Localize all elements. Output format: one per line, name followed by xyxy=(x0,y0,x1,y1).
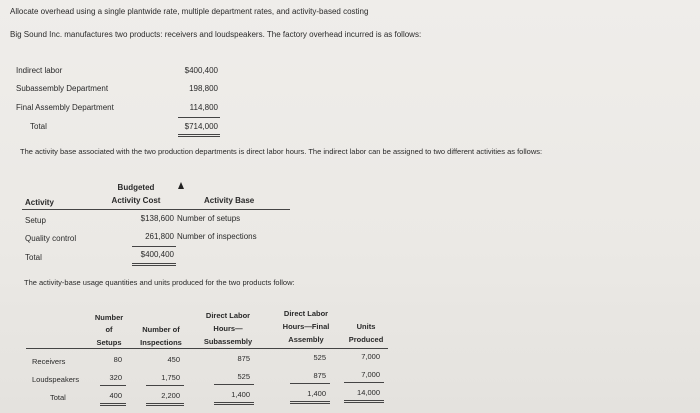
overhead-total-value: $714,000 xyxy=(184,122,218,131)
table-cell: 14,000 xyxy=(357,388,380,397)
table-cell: $400,400 xyxy=(140,250,174,259)
column-header: Assembly xyxy=(288,335,324,344)
table-cell: 1,400 xyxy=(231,390,250,399)
table-cell: 7,000 xyxy=(361,370,380,379)
column-header: Budgeted xyxy=(117,183,155,192)
table-row-label: Setup xyxy=(25,216,46,225)
overhead-row-value: 198,800 xyxy=(189,84,218,93)
total-double-rule xyxy=(178,134,220,137)
subtotal-rule xyxy=(178,117,220,118)
overhead-row-label: Final Assembly Department xyxy=(16,103,114,112)
table-cell: Number of setups xyxy=(177,214,241,223)
table-cell: 261,800 xyxy=(145,232,174,241)
column-header: Number of xyxy=(142,325,180,334)
table-cell: 875 xyxy=(237,354,250,363)
table-cell: 2,200 xyxy=(161,391,180,400)
subtotal-rule xyxy=(100,385,126,386)
table-cell: 80 xyxy=(113,355,122,364)
overhead-row-value: $400,400 xyxy=(184,66,218,75)
total-double-rule xyxy=(132,263,176,266)
overhead-row-label: Indirect labor xyxy=(16,66,63,75)
total-double-rule xyxy=(214,402,254,405)
column-header: Hours— xyxy=(213,324,243,333)
column-header: Hours—Final xyxy=(282,322,330,331)
activity-intro: The activity base associated with the two production departments is direct labor hours. The indirect labor can be assigned to two different activities as follows: xyxy=(20,147,543,156)
table-cell: 875 xyxy=(313,371,326,380)
header-rule xyxy=(26,348,388,349)
overhead-row-label: Subassembly Department xyxy=(16,84,109,93)
column-header: Activity Cost xyxy=(111,196,161,205)
column-header: Number xyxy=(94,313,124,322)
total-double-rule xyxy=(344,400,384,403)
table-cell: 320 xyxy=(109,373,122,382)
column-header: of xyxy=(105,325,113,334)
table-row-label: Loudspeakers xyxy=(32,375,80,384)
table-row-label: Total xyxy=(25,253,42,262)
table-cell: 7,000 xyxy=(361,352,380,361)
column-header: Produced xyxy=(348,335,384,344)
column-header: Activity Base xyxy=(204,196,255,205)
table-cell: 1,400 xyxy=(307,389,326,398)
column-header: Setups xyxy=(96,338,122,347)
column-header: Subassembly xyxy=(203,337,253,346)
subtotal-rule xyxy=(132,246,176,247)
table-cell: Number of inspections xyxy=(177,232,257,241)
table-cell: 450 xyxy=(167,355,180,364)
subtotal-rule xyxy=(344,382,384,383)
table-row-label: Total xyxy=(50,393,66,402)
mouse-cursor-icon xyxy=(178,182,184,189)
table-cell: 1,750 xyxy=(161,373,180,382)
overhead-total-label: Total xyxy=(30,122,47,131)
column-header: Direct Labor xyxy=(283,309,329,318)
table-cell: 400 xyxy=(109,391,122,400)
header-rule xyxy=(22,209,290,210)
column-header: Activity xyxy=(25,198,54,207)
subtotal-rule xyxy=(214,384,254,385)
column-header: Direct Labor xyxy=(205,311,251,320)
overhead-row-value: 114,800 xyxy=(189,103,218,112)
problem-intro: Big Sound Inc. manufactures two products: receivers and loudspeakers. The factory overhead incurred is as follows: xyxy=(10,30,422,39)
column-header: Inspections xyxy=(140,338,182,347)
total-double-rule xyxy=(146,403,184,406)
total-double-rule xyxy=(100,403,126,406)
table-row-label: Receivers xyxy=(32,357,66,366)
total-double-rule xyxy=(290,401,330,404)
subtotal-rule xyxy=(290,383,330,384)
table-cell: $138,600 xyxy=(140,214,174,223)
subtotal-rule xyxy=(146,385,184,386)
table-cell: 525 xyxy=(313,353,326,362)
problem-heading: Allocate overhead using a single plantwide rate, multiple department rates, and activity-based costing xyxy=(10,7,369,16)
column-header: Units xyxy=(356,322,376,331)
table-row-label: Quality control xyxy=(25,234,77,243)
usage-intro: The activity-base usage quantities and units produced for the two products follow: xyxy=(24,278,295,287)
table-cell: 525 xyxy=(237,372,250,381)
